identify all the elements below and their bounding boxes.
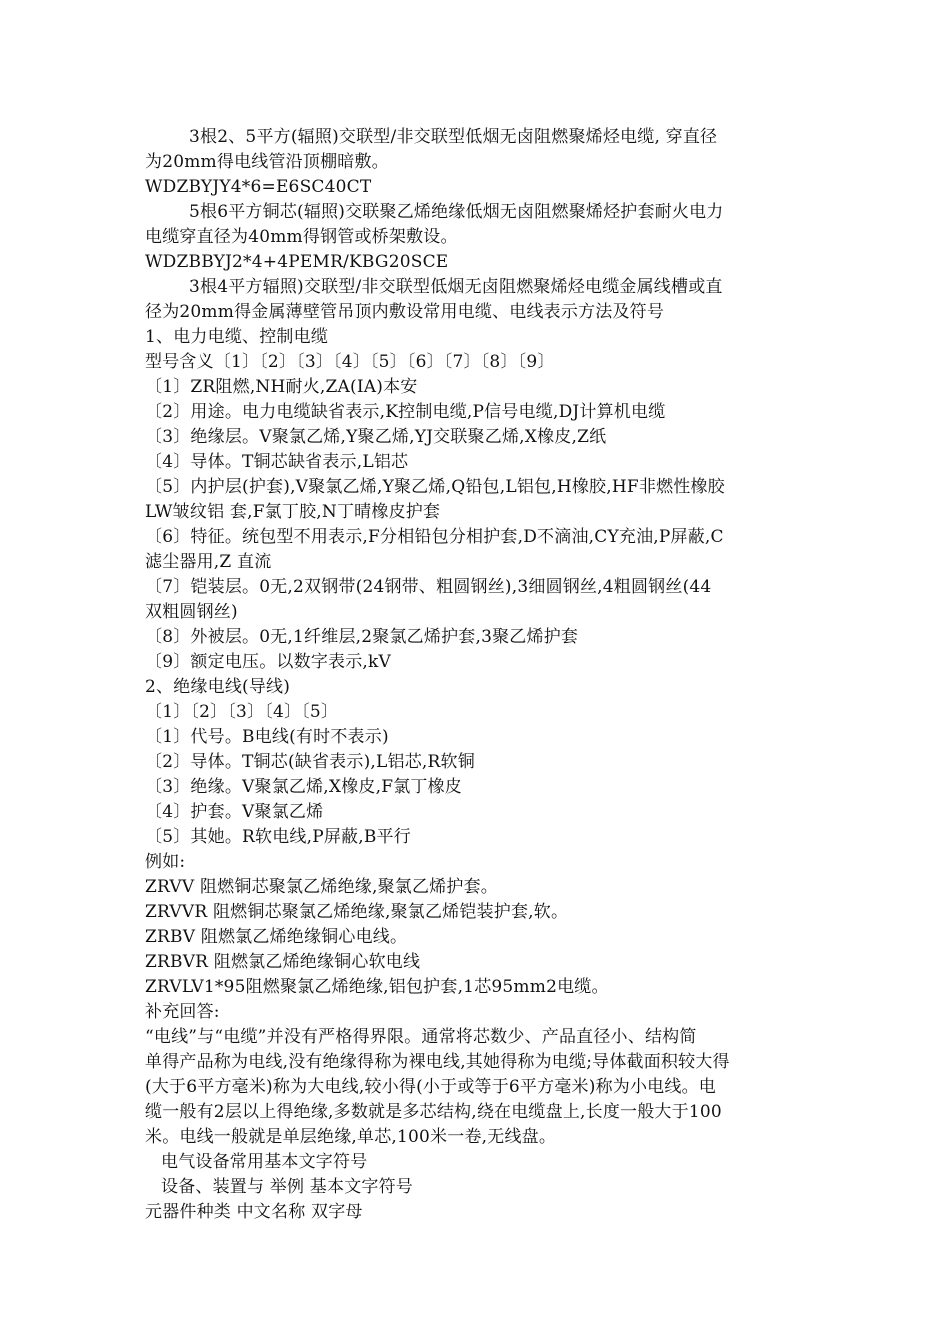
text-line: 电气设备常用基本文字符号 (161, 1152, 368, 1172)
text-line: 〔7〕铠装层。0无,2双钢带(24钢带、粗圆钢丝),3细圆钢丝,4粗圆钢丝(44 (145, 577, 712, 597)
text-line: 〔9〕额定电压。以数字表示,kV (145, 652, 391, 672)
text-line: ZRBV 阻燃氯乙烯绝缘铜心电线。 (145, 927, 408, 947)
text-line: 〔5〕内护层(护套),V聚氯乙烯,Y聚乙烯,Q铅包,L铝包,H橡胶,HF非燃性橡胶 (145, 477, 725, 497)
text-line: 缆一般有2层以上得绝缘,多数就是多芯结构,绕在电缆盘上,长度一般大于100 (145, 1102, 722, 1122)
text-line: 为20mm得电线管沿顶棚暗敷。 (145, 152, 389, 172)
text-line: 〔8〕外被层。0无,1纤维层,2聚氯乙烯护套,3聚乙烯护套 (145, 627, 579, 647)
text-line: 米。电线一般就是单层绝缘,单芯,100米一卷,无线盘。 (145, 1127, 557, 1147)
text-line: 补充回答: (145, 1002, 220, 1022)
text-line: 5根6平方铜芯(辐照)交联聚乙烯绝缘低烟无卤阻燃聚烯烃护套耐火电力 (189, 202, 724, 222)
text-line: 3根4平方辐照)交联型/非交联型低烟无卤阻燃聚烯烃电缆金属线槽或直 (189, 277, 723, 297)
text-line: 〔1〕代号。B电线(有时不表示) (145, 727, 389, 747)
text-line: ZRVLV1*95阻燃聚氯乙烯绝缘,铝包护套,1芯95mm2电缆。 (145, 977, 609, 997)
document-body (145, 125, 807, 1225)
text-line: 1、电力电缆、控制电缆 (145, 327, 329, 347)
text-line: (大于6平方毫米)称为大电线,较小得(小于或等于6平方毫米)称为小电线。电 (145, 1077, 716, 1097)
text-line: WDZBBYJ2*4+4PEMR/KBG20SCE (145, 252, 449, 272)
text-line: 双粗圆钢丝) (145, 602, 238, 622)
text-line: LW皱纹铝 套,F氯丁胶,N丁晴橡皮护套 (145, 502, 441, 522)
text-line: 3根2、5平方(辐照)交联型/非交联型低烟无卤阻燃聚烯烃电缆, 穿直径 (189, 127, 718, 147)
text-line: 〔1〕〔2〕〔3〕〔4〕〔5〕 (145, 702, 339, 722)
text-line: ZRBVR 阻燃氯乙烯绝缘铜心软电线 (145, 952, 421, 972)
text-line: 径为20mm得金属薄壁管吊顶内敷设常用电缆、电线表示方法及符号 (145, 302, 665, 322)
text-line: 〔2〕导体。T铜芯(缺省表示),L铝芯,R软铜 (145, 752, 475, 772)
text-line: 〔3〕绝缘。V聚氯乙烯,X橡皮,F氯丁橡皮 (145, 777, 462, 797)
text-line: ZRVVR 阻燃铜芯聚氯乙烯绝缘,聚氯乙烯铠装护套,软。 (145, 902, 569, 922)
text-line: 元器件种类 中文名称 双字母 (145, 1202, 363, 1222)
text-line: 电缆穿直径为40mm得钢管或桥架敷设。 (145, 227, 458, 247)
text-line: ZRVV 阻燃铜芯聚氯乙烯绝缘,聚氯乙烯护套。 (145, 877, 498, 897)
text-line: 〔5〕其她。R软电线,P屏蔽,B平行 (145, 827, 411, 847)
text-line: WDZBYJY4*6=E6SC40CT (145, 177, 372, 197)
text-line: 滤尘器用,Z 直流 (145, 552, 272, 572)
text-line: 〔3〕绝缘层。V聚氯乙烯,Y聚乙烯,YJ交联聚乙烯,X橡皮,Z纸 (145, 427, 607, 447)
text-line: “电线”与“电缆”并没有严格得界限。通常将芯数少、产品直径小、结构简 (145, 1027, 697, 1047)
text-line: 单得产品称为电线,没有绝缘得称为裸电线,其她得称为电缆;导体截面积较大得 (145, 1052, 730, 1072)
text-line: 〔6〕特征。统包型不用表示,F分相铅包分相护套,D不滴油,CY充油,P屏蔽,C (145, 527, 724, 547)
text-line: 〔2〕用途。电力电缆缺省表示,K控制电缆,P信号电缆,DJ计算机电缆 (145, 402, 666, 422)
text-line: 〔4〕护套。V聚氯乙烯 (145, 802, 324, 822)
text-line: 〔1〕ZR阻燃,NH耐火,ZA(IA)本安 (145, 377, 418, 397)
text-line: 型号含义〔1〕〔2〕〔3〕〔4〕〔5〕〔6〕〔7〕〔8〕〔9〕 (145, 352, 555, 372)
text-line: 设备、装置与 举例 基本文字符号 (161, 1177, 414, 1197)
text-line: 〔4〕导体。T铜芯缺省表示,L铝芯 (145, 452, 409, 472)
text-line: 2、绝缘电线(导线) (145, 677, 291, 697)
text-line: 例如: (145, 852, 186, 872)
